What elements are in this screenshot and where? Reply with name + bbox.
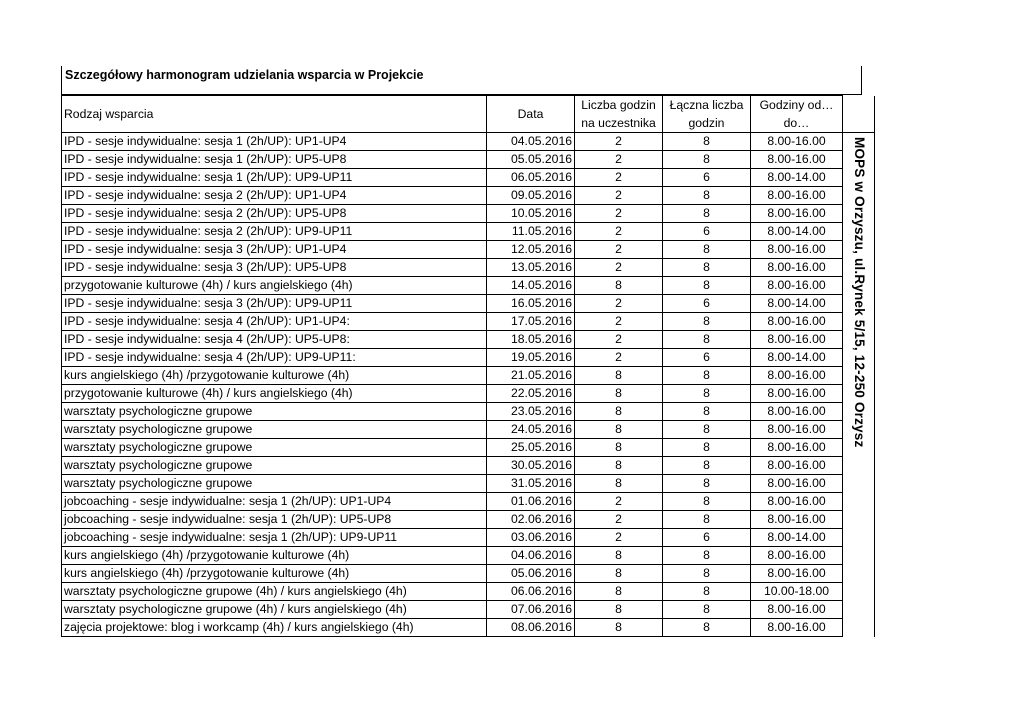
cell-hours-per-participant: 2	[575, 241, 663, 259]
title-row	[61, 66, 862, 95]
table-row	[62, 241, 875, 259]
header-date: Data	[487, 96, 575, 133]
cell-total-hours: 8	[663, 187, 751, 205]
cell-type: IPD - sesje indywidualne: sesja 4 (2h/UP): UP9-UP11:	[62, 349, 487, 367]
cell-hours-per-participant: 8	[575, 583, 663, 601]
cell-time: 8.00-16.00	[751, 475, 843, 493]
cell-hours-per-participant: 8	[575, 565, 663, 583]
cell-hours-per-participant: 2	[575, 331, 663, 349]
table-body	[62, 133, 875, 637]
table-row	[62, 475, 875, 493]
cell-time: 8.00-16.00	[751, 313, 843, 331]
cell-type: IPD - sesje indywidualne: sesja 2 (2h/UP): UP1-UP4	[62, 187, 487, 205]
cell-hours-per-participant: 8	[575, 277, 663, 295]
table-row	[62, 205, 875, 223]
cell-total-hours: 8	[663, 403, 751, 421]
cell-date: 10.05.2016	[487, 205, 575, 223]
cell-type: warsztaty psychologiczne grupowe (4h) / kurs angielskiego (4h)	[62, 583, 487, 601]
cell-type: kurs angielskiego (4h) /przygotowanie kulturowe (4h)	[62, 547, 487, 565]
cell-time: 8.00-16.00	[751, 565, 843, 583]
table-row	[62, 421, 875, 439]
cell-type: IPD - sesje indywidualne: sesja 4 (2h/UP): UP5-UP8:	[62, 331, 487, 349]
cell-type: IPD - sesje indywidualne: sesja 3 (2h/UP): UP9-UP11	[62, 295, 487, 313]
cell-time: 8.00-16.00	[751, 205, 843, 223]
cell-total-hours: 8	[663, 241, 751, 259]
cell-type: IPD - sesje indywidualne: sesja 2 (2h/UP): UP5-UP8	[62, 205, 487, 223]
cell-date: 05.05.2016	[487, 151, 575, 169]
cell-time: 10.00-18.00	[751, 583, 843, 601]
cell-type: kurs angielskiego (4h) /przygotowanie kulturowe (4h)	[62, 565, 487, 583]
cell-date: 02.06.2016	[487, 511, 575, 529]
cell-time: 8.00-14.00	[751, 223, 843, 241]
cell-time: 8.00-14.00	[751, 169, 843, 187]
cell-total-hours: 6	[663, 169, 751, 187]
cell-type: IPD - sesje indywidualne: sesja 3 (2h/UP): UP5-UP8	[62, 259, 487, 277]
schedule-table	[61, 95, 875, 637]
cell-type: jobcoaching - sesje indywidualne: sesja 1 (2h/UP): UP1-UP4	[62, 493, 487, 511]
cell-total-hours: 8	[663, 205, 751, 223]
cell-date: 14.05.2016	[487, 277, 575, 295]
cell-time: 8.00-14.00	[751, 295, 843, 313]
cell-date: 06.06.2016	[487, 583, 575, 601]
location-cell	[843, 133, 875, 637]
cell-time: 8.00-16.00	[751, 421, 843, 439]
cell-hours-per-participant: 2	[575, 187, 663, 205]
cell-date: 16.05.2016	[487, 295, 575, 313]
cell-date: 21.05.2016	[487, 367, 575, 385]
cell-time: 8.00-16.00	[751, 511, 843, 529]
cell-hours-per-participant: 2	[575, 169, 663, 187]
cell-type: przygotowanie kulturowe (4h) / kurs angielskiego (4h)	[62, 277, 487, 295]
cell-total-hours: 8	[663, 313, 751, 331]
cell-time: 8.00-16.00	[751, 547, 843, 565]
cell-type: kurs angielskiego (4h) /przygotowanie kulturowe (4h)	[62, 367, 487, 385]
cell-hours-per-participant: 2	[575, 259, 663, 277]
cell-time: 8.00-16.00	[751, 187, 843, 205]
cell-date: 22.05.2016	[487, 385, 575, 403]
table-row	[62, 493, 875, 511]
cell-time: 8.00-16.00	[751, 403, 843, 421]
cell-hours-per-participant: 2	[575, 223, 663, 241]
cell-time: 8.00-16.00	[751, 457, 843, 475]
cell-total-hours: 8	[663, 511, 751, 529]
cell-total-hours: 8	[663, 151, 751, 169]
cell-time: 8.00-16.00	[751, 367, 843, 385]
cell-type: warsztaty psychologiczne grupowe	[62, 475, 487, 493]
cell-type: warsztaty psychologiczne grupowe	[62, 457, 487, 475]
cell-total-hours: 8	[663, 259, 751, 277]
cell-type: IPD - sesje indywidualne: sesja 1 (2h/UP): UP1-UP4	[62, 133, 487, 151]
cell-total-hours: 8	[663, 457, 751, 475]
table-row	[62, 313, 875, 331]
header-row	[62, 96, 875, 133]
cell-total-hours: 8	[663, 439, 751, 457]
cell-date: 18.05.2016	[487, 331, 575, 349]
cell-type: warsztaty psychologiczne grupowe	[62, 439, 487, 457]
cell-hours-per-participant: 8	[575, 619, 663, 637]
cell-date: 09.05.2016	[487, 187, 575, 205]
cell-hours-per-participant: 2	[575, 151, 663, 169]
table-row	[62, 403, 875, 421]
cell-date: 12.05.2016	[487, 241, 575, 259]
cell-date: 01.06.2016	[487, 493, 575, 511]
cell-time: 8.00-16.00	[751, 133, 843, 151]
cell-type: IPD - sesje indywidualne: sesja 2 (2h/UP): UP9-UP11	[62, 223, 487, 241]
cell-date: 04.06.2016	[487, 547, 575, 565]
table-row	[62, 223, 875, 241]
cell-time: 8.00-16.00	[751, 259, 843, 277]
cell-time: 8.00-16.00	[751, 151, 843, 169]
cell-date: 17.05.2016	[487, 313, 575, 331]
cell-total-hours: 8	[663, 583, 751, 601]
cell-total-hours: 8	[663, 619, 751, 637]
cell-date: 07.06.2016	[487, 601, 575, 619]
cell-total-hours: 8	[663, 547, 751, 565]
cell-time: 8.00-16.00	[751, 385, 843, 403]
header-time: Godziny od… do…	[751, 96, 843, 133]
table-row	[62, 583, 875, 601]
table-row	[62, 349, 875, 367]
cell-time: 8.00-16.00	[751, 277, 843, 295]
cell-type: IPD - sesje indywidualne: sesja 3 (2h/UP): UP1-UP4	[62, 241, 487, 259]
header-type: Rodzaj wsparcia	[62, 96, 487, 133]
header-location-blank	[843, 96, 875, 133]
table-row	[62, 367, 875, 385]
table-row	[62, 331, 875, 349]
cell-hours-per-participant: 2	[575, 205, 663, 223]
cell-total-hours: 8	[663, 475, 751, 493]
cell-type: zajęcia projektowe: blog i workcamp (4h) / kurs angielskiego (4h)	[62, 619, 487, 637]
cell-time: 8.00-16.00	[751, 601, 843, 619]
table-row	[62, 169, 875, 187]
cell-type: warsztaty psychologiczne grupowe	[62, 403, 487, 421]
cell-date: 23.05.2016	[487, 403, 575, 421]
cell-total-hours: 8	[663, 565, 751, 583]
cell-hours-per-participant: 2	[575, 493, 663, 511]
header-hours-per-participant: Liczba godzin na uczestnika	[575, 96, 663, 133]
table-row	[62, 565, 875, 583]
cell-time: 8.00-16.00	[751, 619, 843, 637]
cell-date: 04.05.2016	[487, 133, 575, 151]
cell-total-hours: 6	[663, 295, 751, 313]
cell-date: 31.05.2016	[487, 475, 575, 493]
cell-date: 19.05.2016	[487, 349, 575, 367]
cell-total-hours: 8	[663, 385, 751, 403]
cell-total-hours: 8	[663, 367, 751, 385]
table-row	[62, 133, 875, 151]
cell-date: 24.05.2016	[487, 421, 575, 439]
cell-date: 30.05.2016	[487, 457, 575, 475]
table-row	[62, 511, 875, 529]
cell-total-hours: 8	[663, 421, 751, 439]
cell-time: 8.00-16.00	[751, 493, 843, 511]
location-label: MOPS w Orzyszu, ul.Rynek 5/15, 12-250 Orzysz	[852, 137, 867, 448]
cell-time: 8.00-14.00	[751, 529, 843, 547]
cell-type: przygotowanie kulturowe (4h) / kurs angielskiego (4h)	[62, 385, 487, 403]
cell-hours-per-participant: 8	[575, 367, 663, 385]
cell-total-hours: 6	[663, 223, 751, 241]
page-title: Szczegółowy harmonogram udzielania wsparcia w Projekcie	[65, 68, 424, 82]
cell-date: 08.06.2016	[487, 619, 575, 637]
schedule-sheet	[61, 66, 867, 637]
cell-date: 05.06.2016	[487, 565, 575, 583]
header-total-hours: Łączna liczba godzin	[663, 96, 751, 133]
cell-type: IPD - sesje indywidualne: sesja 1 (2h/UP): UP9-UP11	[62, 169, 487, 187]
cell-hours-per-participant: 8	[575, 385, 663, 403]
cell-hours-per-participant: 2	[575, 133, 663, 151]
cell-hours-per-participant: 8	[575, 475, 663, 493]
cell-hours-per-participant: 2	[575, 313, 663, 331]
table-row	[62, 385, 875, 403]
cell-type: warsztaty psychologiczne grupowe (4h) / kurs angielskiego (4h)	[62, 601, 487, 619]
cell-total-hours: 8	[663, 331, 751, 349]
cell-time: 8.00-14.00	[751, 349, 843, 367]
cell-total-hours: 8	[663, 493, 751, 511]
cell-total-hours: 8	[663, 277, 751, 295]
cell-date: 06.05.2016	[487, 169, 575, 187]
table-row	[62, 277, 875, 295]
table-row	[62, 457, 875, 475]
cell-hours-per-participant: 8	[575, 439, 663, 457]
table-row	[62, 295, 875, 313]
cell-date: 03.06.2016	[487, 529, 575, 547]
table-row	[62, 529, 875, 547]
cell-hours-per-participant: 8	[575, 421, 663, 439]
cell-date: 13.05.2016	[487, 259, 575, 277]
cell-total-hours: 8	[663, 133, 751, 151]
cell-hours-per-participant: 8	[575, 403, 663, 421]
cell-hours-per-participant: 2	[575, 349, 663, 367]
cell-hours-per-participant: 8	[575, 601, 663, 619]
table-row	[62, 601, 875, 619]
table-row	[62, 547, 875, 565]
cell-time: 8.00-16.00	[751, 241, 843, 259]
cell-total-hours: 8	[663, 601, 751, 619]
table-row	[62, 619, 875, 637]
cell-total-hours: 6	[663, 349, 751, 367]
cell-hours-per-participant: 8	[575, 547, 663, 565]
cell-hours-per-participant: 2	[575, 529, 663, 547]
cell-type: IPD - sesje indywidualne: sesja 1 (2h/UP): UP5-UP8	[62, 151, 487, 169]
cell-time: 8.00-16.00	[751, 331, 843, 349]
cell-type: warsztaty psychologiczne grupowe	[62, 421, 487, 439]
table-row	[62, 151, 875, 169]
cell-type: jobcoaching - sesje indywidualne: sesja 1 (2h/UP): UP9-UP11	[62, 529, 487, 547]
cell-date: 11.05.2016	[487, 223, 575, 241]
cell-type: IPD - sesje indywidualne: sesja 4 (2h/UP): UP1-UP4:	[62, 313, 487, 331]
cell-time: 8.00-16.00	[751, 439, 843, 457]
cell-total-hours: 6	[663, 529, 751, 547]
table-row	[62, 439, 875, 457]
cell-date: 25.05.2016	[487, 439, 575, 457]
table-row	[62, 259, 875, 277]
cell-hours-per-participant: 8	[575, 457, 663, 475]
cell-type: jobcoaching - sesje indywidualne: sesja 1 (2h/UP): UP5-UP8	[62, 511, 487, 529]
cell-hours-per-participant: 2	[575, 511, 663, 529]
cell-hours-per-participant: 2	[575, 295, 663, 313]
table-row	[62, 187, 875, 205]
